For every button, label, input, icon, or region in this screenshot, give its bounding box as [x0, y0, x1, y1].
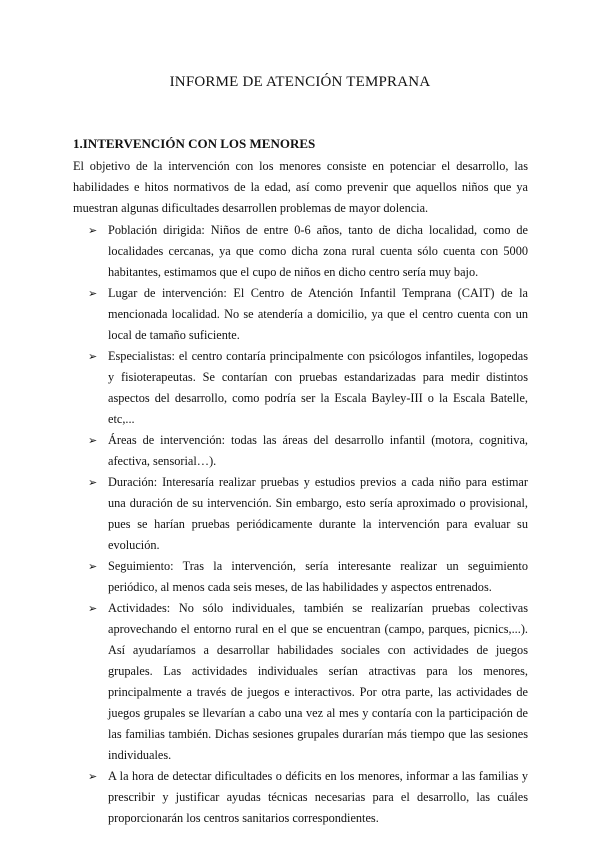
- arrow-bullet-icon: ➢: [88, 224, 98, 237]
- arrow-bullet-icon: ➢: [88, 287, 98, 300]
- bullet-item-poblacion: [88, 220, 528, 283]
- bullet-text: A la hora de detectar dificultades o déficits en los menores, informar a las familias y prescribir y justificar ayudas técnicas necesarias para el desarrollo, las cuáles proporcionarán los centros sanitarios correspondientes.: [108, 769, 528, 825]
- arrow-bullet-icon: ➢: [88, 350, 98, 363]
- bullet-item-actividades: [88, 598, 528, 766]
- bullet-item-seguimiento: [88, 556, 528, 598]
- bullet-item-areas: [88, 430, 528, 472]
- bullet-text: Duración: Interesaría realizar pruebas y estudios previos a cada niño para estimar una duración de su intervención. Sin embargo, esto sería aproximado o provisional, pues se harían pruebas periódicamente durante la intervención para evaluar su evolución.: [108, 475, 528, 552]
- bullet-item-deteccion: [88, 766, 528, 829]
- bullet-list: [88, 220, 528, 829]
- arrow-bullet-icon: ➢: [88, 770, 98, 783]
- arrow-bullet-icon: ➢: [88, 560, 98, 573]
- arrow-bullet-icon: ➢: [88, 476, 98, 489]
- bullet-item-especialistas: [88, 346, 528, 430]
- bullet-text: Especialistas: el centro contaría principalmente con psicólogos infantiles, logopedas y fisioterapeutas. Se contarían con pruebas estandarizadas para medir distintos aspectos del desarrollo, como podría ser la Escala Bayley-III o la Escala Batelle, etc,...: [108, 349, 528, 426]
- bullet-text: Población dirigida: Niños de entre 0-6 años, tanto de dicha localidad, como de localidades cercanas, ya que como dicha zona rural cuenta sólo cuenta con 5000 habitantes, estimamos que el cupo de niños en dicho centro sería muy bajo.: [108, 223, 528, 279]
- bullet-text: Áreas de intervención: todas las áreas del desarrollo infantil (motora, cognitiva, afectiva, sensorial…).: [108, 433, 528, 468]
- intro-paragraph: El objetivo de la intervención con los menores consiste en potenciar el desarrollo, las habilidades e hitos normativos de la edad, así como prevenir que aquellos niños que ya muestran algunas dificultades desarrollen problemas de mayor dolencia.: [73, 159, 528, 215]
- bullet-text: Actividades: No sólo individuales, también se realizarían pruebas colectivas aprovechando el entorno rural en el que se encuentran (campo, parques, picnics,...). Así ayudaríamos a desarrollar habilidades sociales con actividades de juegos grupales. Las actividades individuales serían atractivas para los menores, principalmente a través de juegos e interactivos. Por otra parte, las actividades de juegos grupales se llevarían a cabo una vez al mes y contaría con la participación de las familias también. Dichas sesiones grupales durarían más tiempo que las sesiones individuales.: [108, 601, 528, 762]
- arrow-bullet-icon: ➢: [88, 602, 98, 615]
- bullet-text: Seguimiento: Tras la intervención, sería interesante realizar un seguimiento periódico, al menos cada seis meses, de las habilidades y aspectos entrenados.: [108, 559, 528, 594]
- bullet-item-duracion: [88, 472, 528, 556]
- arrow-bullet-icon: ➢: [88, 434, 98, 447]
- document-title: INFORME DE ATENCIÓN TEMPRANA: [169, 74, 431, 90]
- bullet-item-lugar: [88, 283, 528, 346]
- bullet-text: Lugar de intervención: El Centro de Atención Infantil Temprana (CAIT) de la mencionada localidad. No se atendería a domicilio, ya que el centro cuenta con un local de tamaño suficiente.: [108, 286, 528, 342]
- section-heading: 1.INTERVENCIÓN CON LOS MENORES: [73, 136, 316, 151]
